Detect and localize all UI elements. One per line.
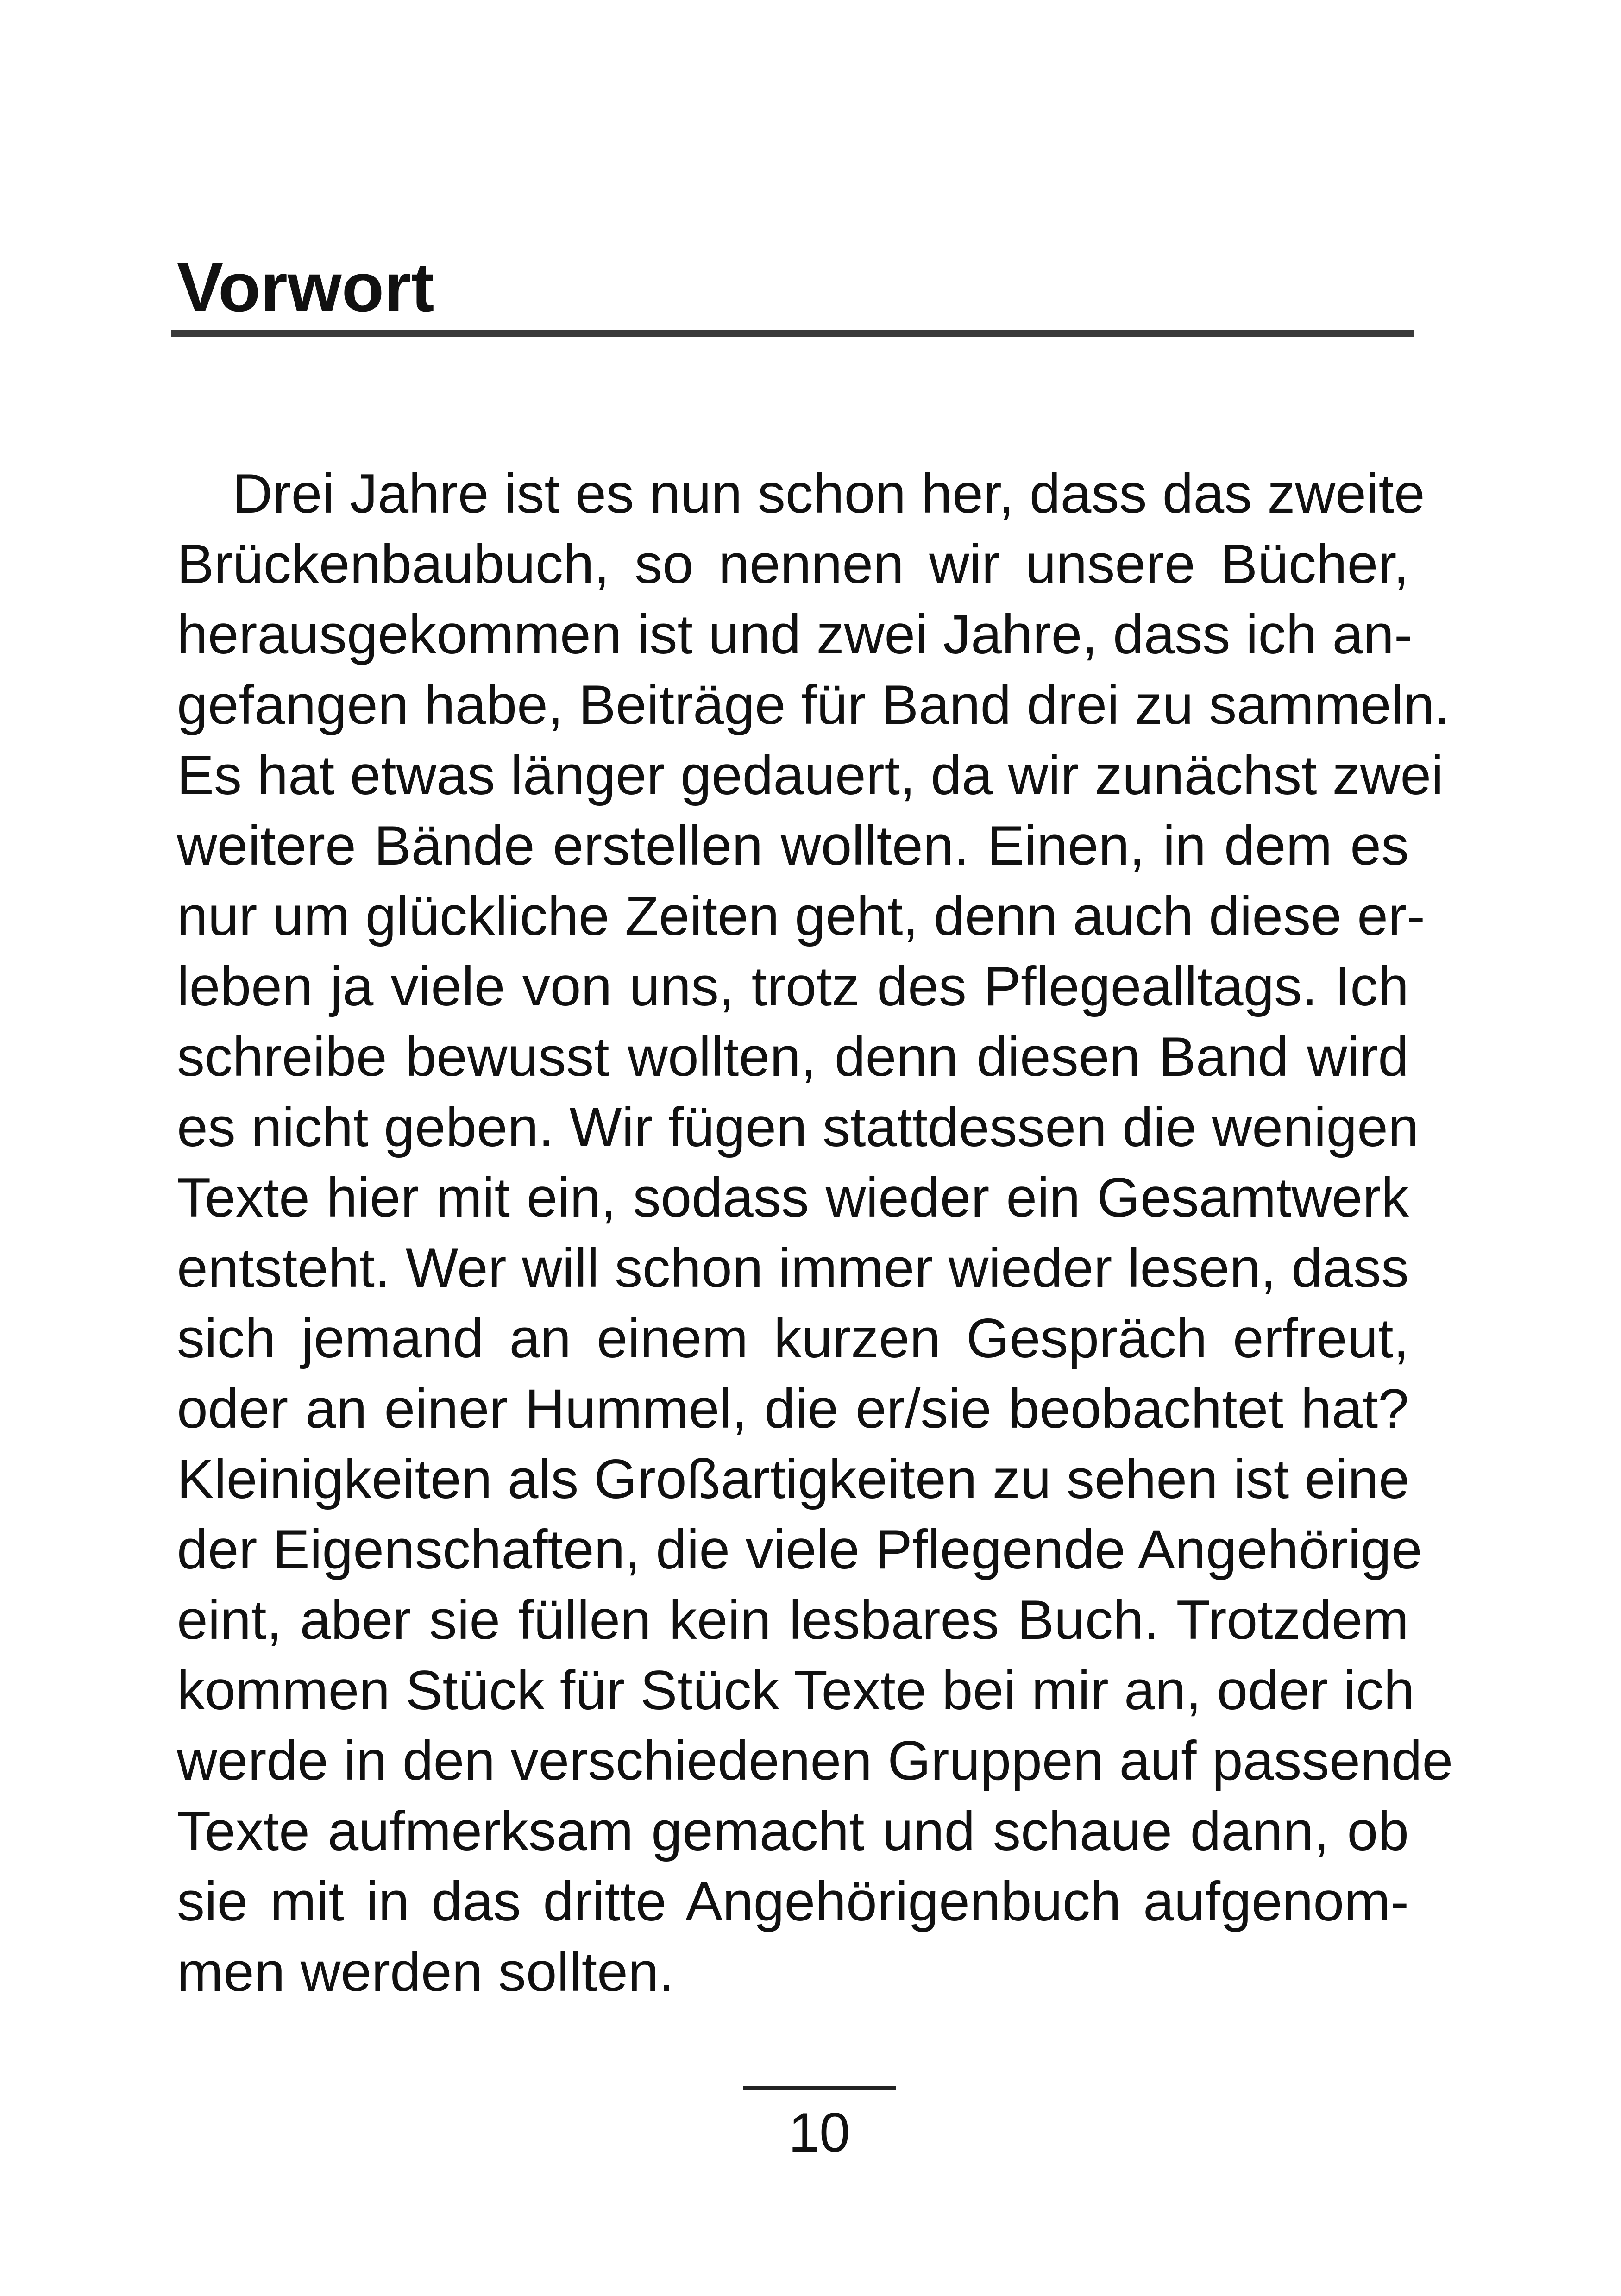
paragraph-line: Texte hier mit ein, sodass wieder ein Gesamtwerk bbox=[177, 1167, 1409, 1229]
paragraph-line: nur um glückliche Zeiten geht, denn auch diese er- bbox=[177, 885, 1425, 947]
paragraph-line: Brückenbaubuch, so nennen wir unsere Bücher, bbox=[177, 533, 1409, 595]
paragraph-line: sich jemand an einem kurzen Gespräch erfreut, bbox=[177, 1307, 1409, 1369]
paragraph-line: Es hat etwas länger gedauert, da wir zunächst zwei bbox=[177, 744, 1444, 806]
paragraph-line: gefangen habe, Beiträge für Band drei zu sammeln. bbox=[177, 674, 1450, 736]
page-number-rule bbox=[743, 2086, 896, 2090]
paragraph-line: weitere Bände erstellen wollten. Einen, in dem es bbox=[177, 815, 1409, 877]
paragraph-line: werde in den verschiedenen Gruppen auf passende bbox=[177, 1730, 1453, 1792]
body-paragraph bbox=[177, 458, 1453, 2007]
paragraph-line: Texte aufmerksam gemacht und schaue dann, ob bbox=[177, 1800, 1409, 1862]
page-number: 10 bbox=[788, 2102, 850, 2164]
paragraph-line: Drei Jahre ist es nun schon her, dass das zweite bbox=[232, 463, 1425, 525]
paragraph-line: kommen Stück für Stück Texte bei mir an, oder ich bbox=[177, 1659, 1415, 1721]
paragraph-line: oder an einer Hummel, die er/sie beobachtet hat? bbox=[177, 1378, 1409, 1440]
paragraph-line: leben ja viele von uns, trotz des Pflegealltags. Ich bbox=[177, 955, 1409, 1017]
paragraph-line: eint, aber sie füllen kein lesbares Buch. Trotzdem bbox=[177, 1589, 1409, 1651]
paragraph-line: sie mit in das dritte Angehörigenbuch aufgenom- bbox=[177, 1870, 1409, 1932]
paragraph-line: schreibe bewusst wollten, denn diesen Band wird bbox=[177, 1026, 1409, 1088]
paragraph-line: men werden sollten. bbox=[177, 1941, 674, 2003]
paragraph-line: der Eigenschaften, die viele Pflegende Angehörige bbox=[177, 1518, 1422, 1581]
heading-underline bbox=[171, 330, 1414, 337]
paragraph-line: es nicht geben. Wir fügen stattdessen die wenigen bbox=[177, 1096, 1419, 1158]
chapter-heading: Vorwort bbox=[177, 248, 434, 326]
paragraph-line: herausgekommen ist und zwei Jahre, dass ich an- bbox=[177, 603, 1413, 665]
paragraph-line: entsteht. Wer will schon immer wieder lesen, dass bbox=[177, 1237, 1409, 1299]
paragraph-line: Kleinigkeiten als Großartigkeiten zu sehen ist eine bbox=[177, 1448, 1410, 1510]
